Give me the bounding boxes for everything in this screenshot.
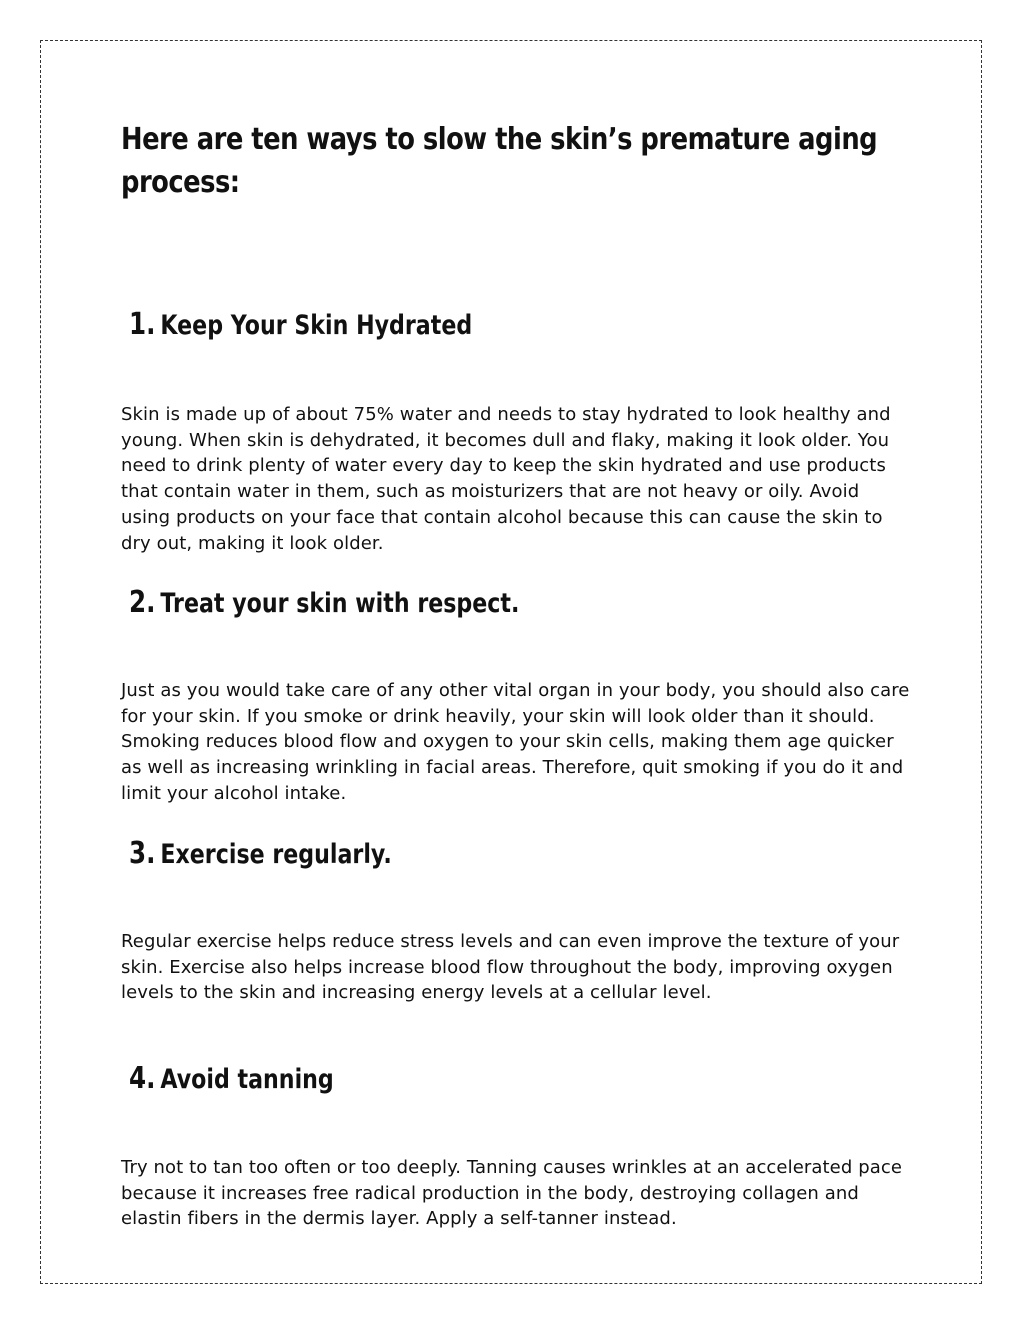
- section-number: 3.: [129, 836, 156, 871]
- section-title: Keep Your Skin Hydrated: [160, 310, 473, 341]
- section-heading: [129, 1062, 334, 1097]
- section-heading: [129, 586, 519, 621]
- section-title: Exercise regularly.: [160, 839, 392, 870]
- section-title: Treat your skin with respect.: [160, 588, 520, 619]
- section-body: Skin is made up of about 75% water and needs to stay hydrated to look healthy and young. When skin is dehydrated, it becomes dull and flaky, making it look older. You need to drink plenty of water every day to keep the skin hydrated and use products that contain water in them, such as moisturizers that are not heavy or oily. Avoid using products on your face that contain alcohol because this can cause the skin to dry out, making it look older.: [121, 404, 891, 554]
- section-number: 2.: [129, 585, 156, 620]
- section-body: Regular exercise helps reduce stress levels and can even improve the texture of your skin. Exercise also helps increase blood flow throughout the body, improving oxygen levels to the skin and increasing energy levels at a cellular level.: [121, 931, 900, 1004]
- section-body: Try not to tan too often or too deeply. Tanning causes wrinkles at an accelerated pace because it increases free radical production in the body, destroying collagen and elastin fibers in the dermis layer. Apply a self-tanner instead.: [121, 1157, 903, 1230]
- page-border: [40, 40, 982, 1284]
- section-body: Just as you would take care of any other vital organ in your body, you should also care for your skin. If you smoke or drink heavily, your skin will look older than it should. Smoking reduces blood flow and oxygen to your skin cells, making them age quicker as well as increasing wrinkling in facial areas. Therefore, quit smoking if you do it and limit your alcohol intake.: [121, 680, 910, 804]
- section-heading: [129, 837, 392, 872]
- section-heading: [129, 308, 472, 343]
- document-content: [121, 118, 911, 1230]
- document-title: Here are ten ways to slow the skin’s premature aging process:: [121, 122, 878, 200]
- section-number: 1.: [129, 307, 156, 342]
- section-title: Avoid tanning: [160, 1064, 334, 1095]
- section-number: 4.: [129, 1061, 156, 1096]
